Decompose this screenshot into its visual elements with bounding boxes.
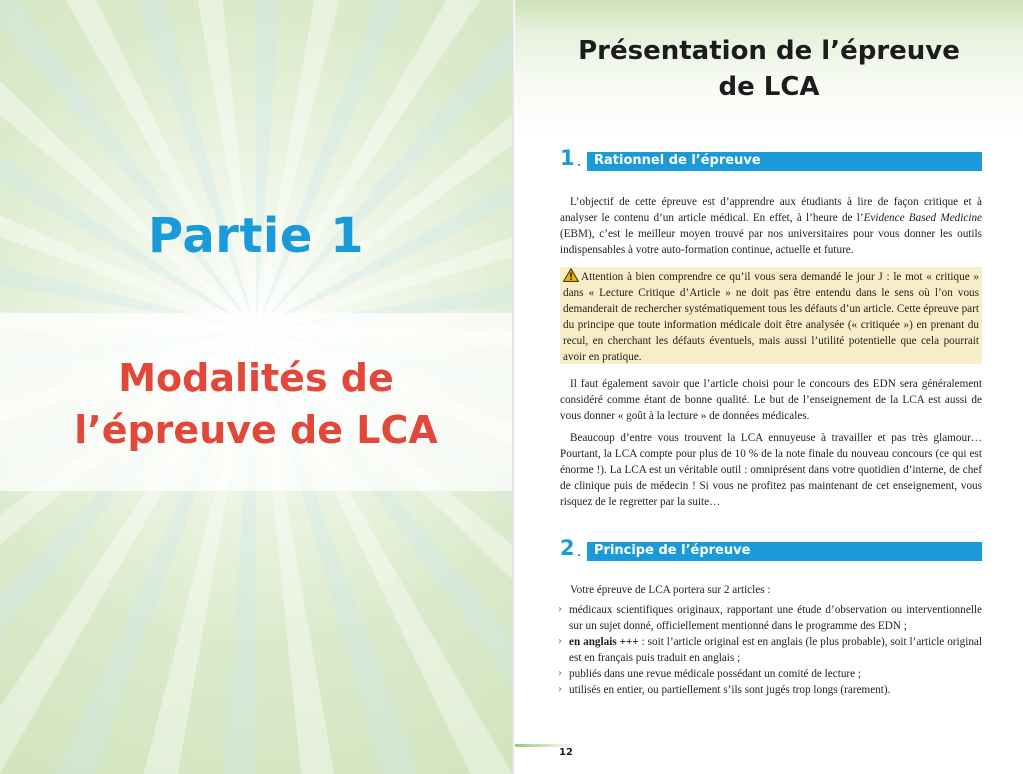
part-title xyxy=(0,352,512,456)
chevron-bullet-icon: › xyxy=(558,604,563,615)
section-dot: . xyxy=(577,546,582,559)
list-item: › en anglais +++ : soit l’article original est en anglais (le plus probable), soit l’article original est en français puis traduit en anglais ; xyxy=(558,636,982,664)
part-title-line-2: l’épreuve de LCA xyxy=(74,408,438,452)
part-label: Partie 1 xyxy=(147,208,364,264)
section-bar xyxy=(587,152,982,171)
page-number: 12 xyxy=(559,747,573,758)
paragraph-intro-articles: Votre épreuve de LCA portera sur 2 articles : xyxy=(570,584,771,596)
ebm-term: Evidence Based Medicine xyxy=(863,212,983,224)
section-2-heading xyxy=(560,536,982,562)
page-title-line-1: Présentation de l’épreuve xyxy=(578,36,960,66)
list-item: › médicaux scientifiques originaux, rapportant une étude d’observation ou interventionnelle sur un sujet donné, officiellement mentionné dans le programme des EDN ; xyxy=(558,604,982,632)
paragraph-objective: L’objectif de cette épreuve est d’apprendre aux étudiants à lire de façon critique et à analyser le contenu d’un article médical. En effet, à l’heure de l’Evidence Based Medicine (EBM), c’est le meilleur moyen trouvé par nos universitaires pour vous donner les outils indispensables à votre auto-formation continue, actuelle et future. xyxy=(560,196,983,256)
list-item: › utilisés en entier, ou partiellement s’ils sont jugés trop longs (rarement). xyxy=(558,684,891,696)
warning-paragraph: Attention à bien comprendre ce qu’il vous sera demandé le jour J : le mot « critique » dans « Lecture Critique d’Article » ne doit pas être entendu dans le sens où l’on vous demanderait de rechercher systématiquement tous les défauts d’un article. Cette épreuve part du principe que toute information médicale doit être analysée (« critiquée ») en prenant du recul, en cherchant les défauts éventuels, mais aussi l’utilité potentielle que cela pourrait avoir en pratique. xyxy=(563,268,979,365)
articles-list xyxy=(558,602,982,698)
chevron-bullet-icon: › xyxy=(558,668,563,679)
section-number: 1 xyxy=(560,146,575,170)
right-page xyxy=(515,0,1023,774)
paragraph-motivation: Beaucoup d’entre vous trouvent la LCA ennuyeuse à travailler et pas très glamour… Pourtant, la LCA compte pour plus de 10 % de la note finale du nouveau concours (ce qui est énorme !). La LCA est un véritable outil : omniprésent dans votre quotidien d’interne, de chef de clinique puis de médecin ! Si vous ne profitez pas maintenant de cet enseignement, vous risquez de le regretter par la suite… xyxy=(560,432,982,508)
section-bar xyxy=(587,542,982,561)
warning-icon xyxy=(563,268,579,282)
paragraph-article-quality: Il faut également savoir que l’article choisi pour le concours des EDN sera généralement considéré comme étant de bonne qualité. Le but de l’enseignement de la LCA est aussi de vous donner « goût à la lecture » de données médicales. xyxy=(560,378,982,422)
page-title xyxy=(515,33,1023,105)
chevron-bullet-icon: › xyxy=(558,636,563,647)
section-1-heading xyxy=(560,146,982,172)
chevron-bullet-icon: › xyxy=(558,684,563,695)
section-label: Rationnel de l’épreuve xyxy=(594,153,761,168)
warning-box xyxy=(560,267,982,364)
part-title-line-1: Modalités de xyxy=(118,356,394,400)
list-item: › publiés dans une revue médicale possédant un comité de lecture ; xyxy=(558,668,862,680)
section-number: 2 xyxy=(560,536,575,560)
section-label: Principe de l’épreuve xyxy=(594,543,751,558)
section-dot: . xyxy=(577,156,582,169)
page-title-line-2: de LCA xyxy=(718,72,820,102)
